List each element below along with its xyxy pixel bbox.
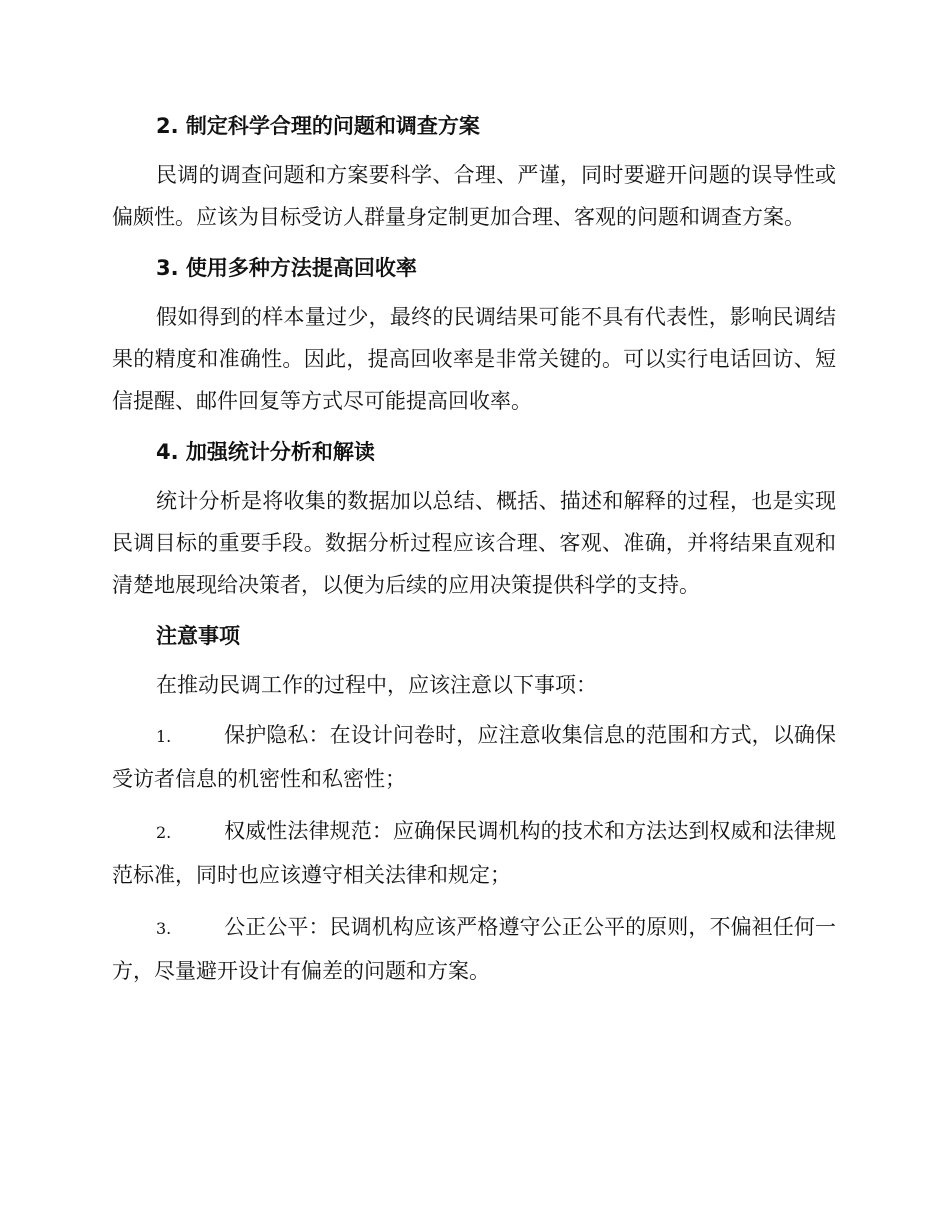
section-heading: 2. 制定科学合理的问题和调查方案	[156, 114, 480, 138]
list-item	[112, 714, 836, 800]
section-heading: 3. 使用多种方法提高回收率	[156, 256, 417, 280]
section-paragraph: 民调的调查问题和方案要科学、合理、严谨，同时要避开问题的误导性或偏颇性。应该为目标受访人群量身定制更加合理、客观的问题和调查方案。	[112, 163, 836, 229]
list-text: 权威性法律规范：应确保民调机构的技术和方法达到权威和法律规范标准，同时也应该遵守相关法律和规定；	[112, 819, 836, 887]
list-item	[112, 906, 836, 992]
section-paragraph: 假如得到的样本量过少，最终的民调结果可能不具有代表性，影响民调结果的精度和准确性。因此，提高回收率是非常关键的。可以实行电话回访、短信提醒、邮件回复等方式尽可能提高回收率。	[112, 305, 836, 413]
notes-heading: 注意事项	[156, 624, 240, 648]
list-item	[112, 810, 836, 896]
list-number: 3.	[156, 919, 172, 938]
section-paragraph: 统计分析是将收集的数据加以总结、概括、描述和解释的过程，也是实现民调目标的重要手段。数据分析过程应该合理、客观、准确，并将结果直观和清楚地展现给决策者，以便为后续的应用决策提供科学的支持。	[112, 489, 836, 597]
notes-intro: 在推动民调工作的过程中，应该注意以下事项：	[156, 673, 597, 697]
document-body	[112, 104, 836, 1002]
list-number: 1.	[156, 727, 172, 746]
list-text: 公正公平：民调机构应该严格遵守公正公平的原则，不偏袒任何一方，尽量避开设计有偏差的问题和方案。	[112, 915, 836, 983]
section-heading: 4. 加强统计分析和解读	[156, 440, 375, 464]
list-number: 2.	[156, 823, 172, 842]
list-text: 保护隐私：在设计问卷时，应注意收集信息的范围和方式，以确保受访者信息的机密性和私密性；	[112, 723, 836, 791]
